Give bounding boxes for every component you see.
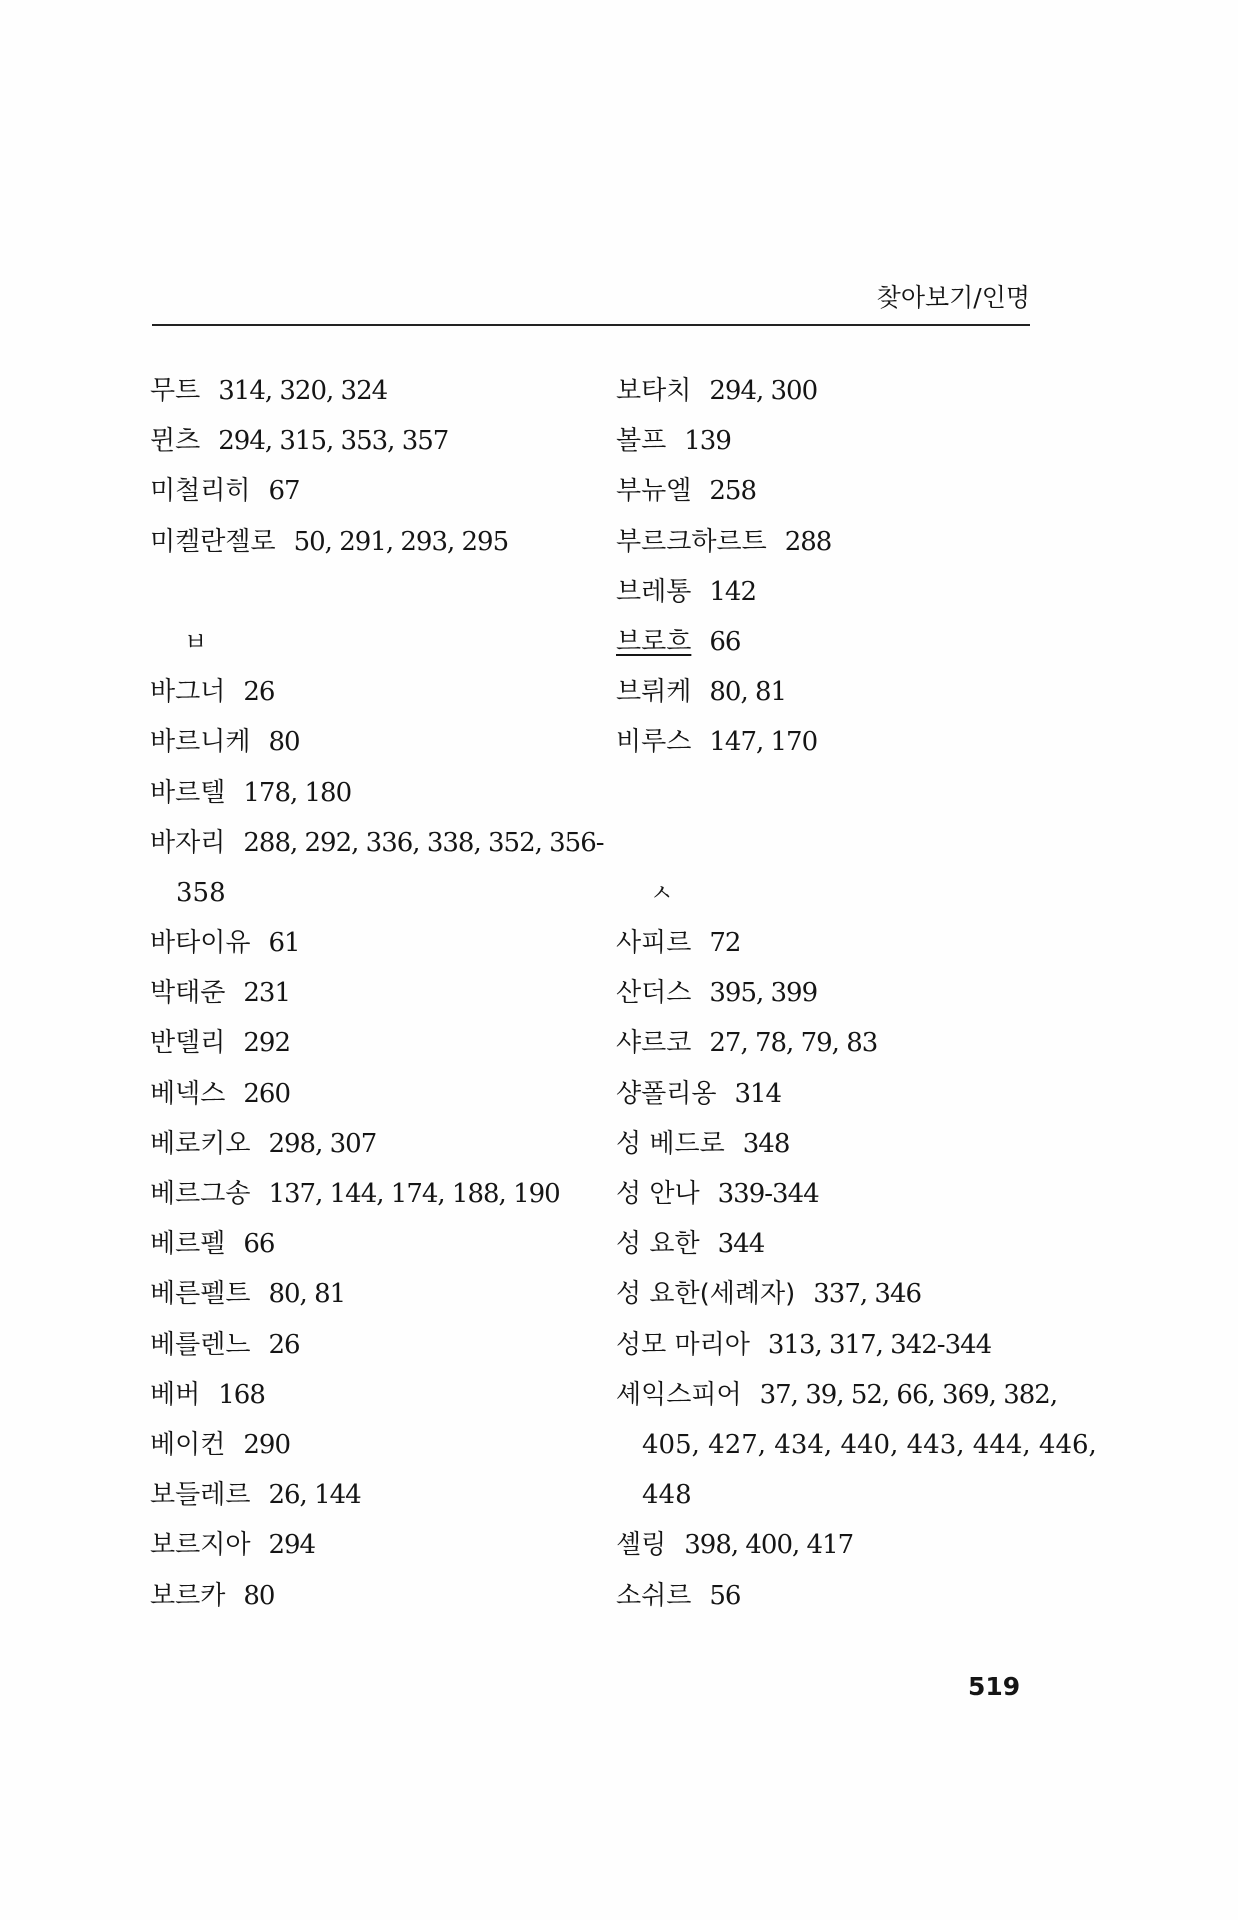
entry-pages: 348: [742, 1128, 790, 1159]
entry-name: 베르그송: [150, 1179, 251, 1209]
entry-pages: 80, 81: [709, 677, 787, 708]
entry-pages: 37, 39, 52, 66, 369, 382,: [759, 1379, 1058, 1410]
index-column-left: [150, 366, 604, 1621]
entry-name: 성 요한(세례자): [616, 1279, 796, 1310]
entry-name: 무트: [150, 376, 201, 406]
entry-pages: 66: [243, 1229, 275, 1260]
blank-line: [616, 768, 1046, 818]
entry-name: 브레통: [616, 576, 692, 607]
entry-name: 브로흐: [616, 626, 692, 657]
entry-name: 뮌츠: [150, 426, 201, 457]
entry-pages: 80: [243, 1580, 275, 1611]
index-entry: [150, 818, 604, 868]
index-entry: [616, 1119, 1046, 1169]
entry-pages: 72: [709, 928, 741, 959]
running-header: 찾아보기/인명: [876, 283, 1030, 312]
index-entry: [150, 416, 590, 466]
entry-pages: 344: [717, 1229, 765, 1260]
entry-pages: 142: [709, 576, 756, 607]
index-entry: [150, 1169, 590, 1219]
entry-name: 박태준: [150, 978, 226, 1009]
entry-name: 성모 마리아: [616, 1329, 750, 1360]
entry-pages: 294, 300: [709, 376, 818, 406]
entry-name: 부뉴엘: [616, 476, 692, 507]
entry-pages: 294, 315, 353, 357: [218, 426, 449, 457]
index-entry: [150, 1219, 590, 1269]
entry-name: 바르텔: [150, 777, 226, 808]
entry-name: 베로키오: [150, 1128, 251, 1159]
entry-name: 보타치: [616, 376, 692, 406]
entry-pages: 298, 307: [268, 1128, 377, 1159]
entry-name: 베버: [150, 1379, 201, 1410]
index-entry: [150, 768, 590, 818]
index-entry: [150, 517, 590, 567]
entry-name: 바르니케: [150, 727, 251, 758]
entry-name: 베를렌느: [150, 1329, 251, 1360]
index-entry: [150, 1370, 590, 1420]
entry-name: 베넥스: [150, 1078, 226, 1109]
index-entry: [616, 667, 1046, 717]
index-entry: [616, 1269, 1046, 1319]
index-entry: [150, 1269, 590, 1319]
index-entry: [150, 1018, 590, 1068]
entry-name: 샤르코: [616, 1028, 692, 1059]
entry-pages: 66: [709, 626, 741, 657]
entry-pages: 50, 291, 293, 295: [293, 526, 509, 557]
index-column-right: [616, 366, 1097, 1621]
entry-name: 샹폴리옹: [616, 1078, 717, 1109]
index-entry: [150, 1119, 590, 1169]
index-entry: [616, 517, 1046, 567]
index-entry: [616, 567, 1046, 617]
entry-name: 베른펠트: [150, 1279, 251, 1310]
entry-name: 셰익스피어: [616, 1379, 742, 1410]
entry-pages: 294: [268, 1530, 316, 1561]
entry-pages: 139: [684, 426, 731, 457]
index-entry: [150, 1520, 590, 1570]
index-entry: [616, 717, 1046, 767]
header-rule: [152, 324, 1030, 326]
index-entry: [150, 466, 590, 516]
index-entry: [616, 1018, 1046, 1068]
entry-pages: 258: [709, 476, 756, 507]
entry-pages: 288, 292, 336, 338, 352, 356-: [243, 827, 604, 858]
entry-name: 성 안나: [616, 1179, 700, 1209]
entry-pages: 314, 320, 324: [218, 376, 388, 406]
entry-pages: 56: [709, 1580, 741, 1611]
entry-pages: 26, 144: [268, 1480, 361, 1511]
index-entry: [150, 1571, 590, 1621]
index-entry: [616, 1320, 1046, 1370]
entry-pages: 339-344: [717, 1179, 819, 1209]
entry-pages: 337, 346: [813, 1279, 922, 1310]
index-entry: [616, 617, 1046, 667]
entry-name: 성 베드로: [616, 1128, 725, 1159]
entry-pages: 26: [243, 677, 275, 708]
entry-pages: 137, 144, 174, 188, 190: [268, 1179, 560, 1209]
entry-pages: 314: [734, 1078, 782, 1109]
page-number: 519: [968, 1672, 1021, 1701]
index-entry: [616, 466, 1046, 516]
entry-pages: 147, 170: [709, 727, 818, 758]
entry-name: 보들레르: [150, 1480, 251, 1511]
entry-name: 바타이유: [150, 928, 251, 959]
blank-line: [616, 818, 1046, 868]
entry-pages: 290: [243, 1429, 290, 1460]
entry-pages: 67: [268, 476, 300, 507]
entry-name: 미철리히: [150, 476, 251, 507]
index-entry: [150, 1320, 590, 1370]
entry-pages: 27, 78, 79, 83: [709, 1028, 878, 1059]
entry-name: 미켈란젤로: [150, 526, 276, 557]
index-entry: [150, 1420, 590, 1470]
entry-continuation: 358: [176, 877, 226, 908]
entry-pages: 80: [268, 727, 300, 758]
entry-name: 셸링: [616, 1530, 667, 1561]
entry-name: 보르지아: [150, 1530, 251, 1561]
entry-name: 성 요한: [616, 1229, 700, 1260]
entry-pages: 395, 399: [709, 978, 818, 1009]
entry-name: 볼프: [616, 426, 667, 457]
entry-pages: 288: [784, 526, 832, 557]
entry-name: 부르크하르트: [616, 526, 767, 557]
index-entry: [616, 1169, 1046, 1219]
entry-pages: 26: [268, 1329, 300, 1360]
entry-pages: 260: [243, 1078, 290, 1109]
index-entry: [150, 1069, 590, 1119]
index-entry: [150, 717, 590, 767]
blank-line: [150, 567, 590, 617]
entry-continuation: 448: [642, 1480, 692, 1511]
section-letter: ㅂ: [184, 627, 208, 656]
index-entry: [150, 366, 590, 416]
index-entry: [616, 366, 1046, 416]
entry-pages: 313, 317, 342-344: [767, 1329, 992, 1360]
entry-name: 보르카: [150, 1580, 226, 1611]
entry-pages: 178, 180: [243, 777, 352, 808]
index-entry: [150, 1470, 590, 1520]
index-entry: [150, 968, 590, 1018]
entry-continuation: 405, 427, 434, 440, 443, 444, 446,: [642, 1429, 1097, 1460]
index-entry: [616, 968, 1046, 1018]
entry-name: 비루스: [616, 727, 692, 758]
index-entry: [616, 416, 1046, 466]
index-entry: [616, 1069, 1046, 1119]
entry-name: 반델리: [150, 1028, 226, 1059]
index-entry: [616, 1370, 1058, 1420]
entry-name: 산더스: [616, 978, 692, 1009]
entry-name: 베이컨: [150, 1429, 226, 1460]
entry-pages: 61: [268, 928, 300, 959]
entry-name: 브뤼케: [616, 677, 692, 708]
entry-pages: 168: [218, 1379, 265, 1410]
entry-name: 소쉬르: [616, 1580, 692, 1611]
entry-pages: 80, 81: [268, 1279, 346, 1310]
entry-name: 바자리: [150, 827, 226, 858]
index-entry: [150, 667, 590, 717]
entry-pages: 398, 400, 417: [684, 1530, 854, 1561]
entry-name: 사피르: [616, 928, 692, 959]
entry-pages: 292: [243, 1028, 290, 1059]
index-entry: [616, 918, 1046, 968]
index-entry: [616, 1520, 1046, 1570]
entry-name: 베르펠: [150, 1229, 226, 1260]
index-entry: [150, 918, 590, 968]
entry-name: 바그너: [150, 677, 226, 708]
section-letter: ㅅ: [650, 878, 674, 907]
index-entry: [616, 1219, 1046, 1269]
index-entry: [616, 1571, 1046, 1621]
entry-pages: 231: [243, 978, 290, 1009]
